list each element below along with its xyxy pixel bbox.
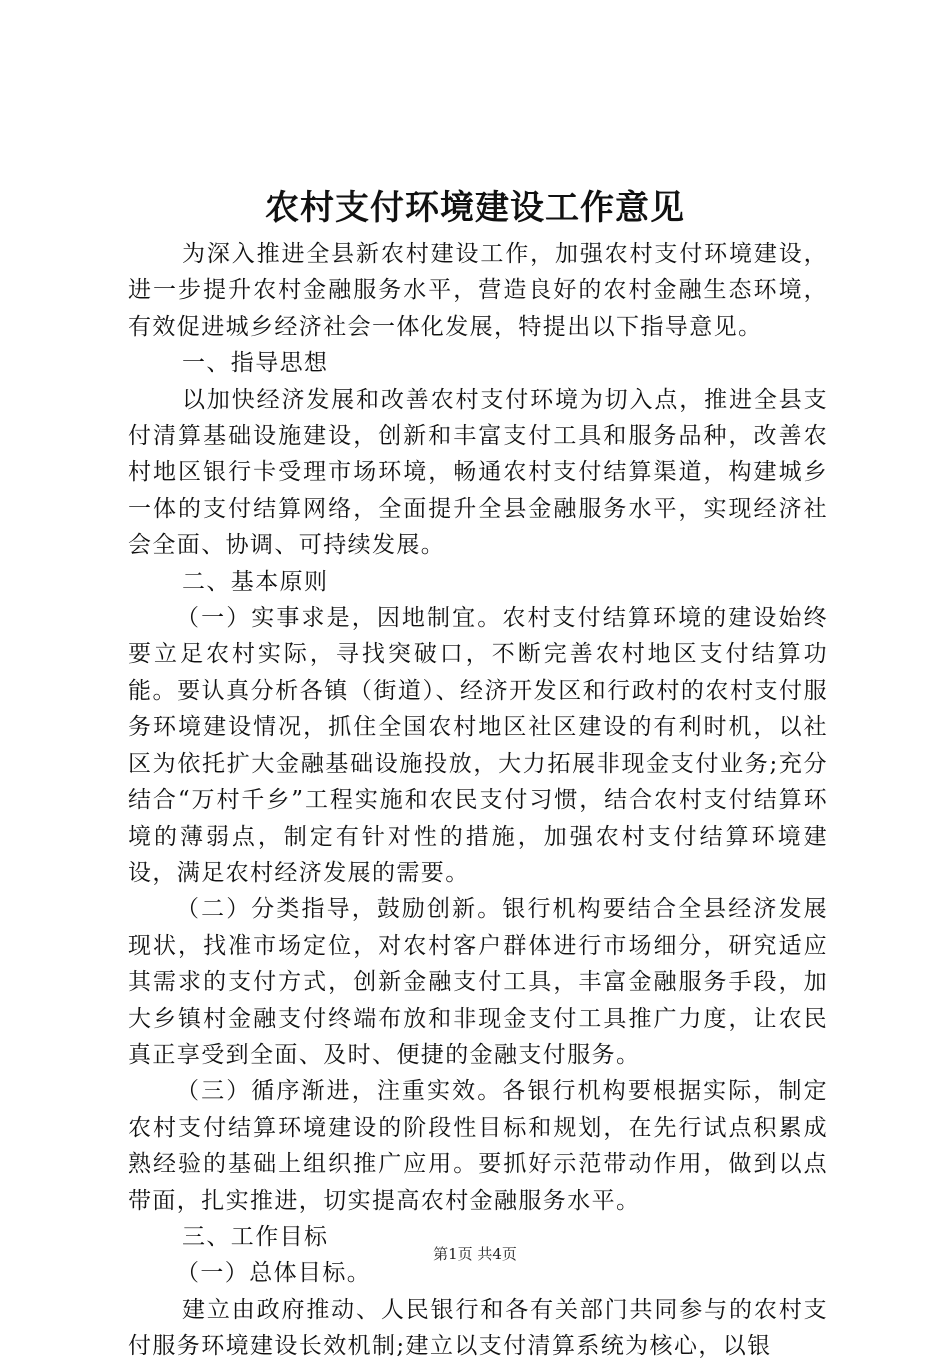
guiding-ideology-paragraph: 以加快经济发展和改善农村支付环境为切入点，推进全县支付清算基础设施建设，创新和丰富支付工具和服务品种，改善农村地区银行卡受理市场环境，畅通农村支付结算渠道，构建城乡一体的支付结算网络，全面提升全县金融服务水平，实现经济社会全面、协调、可持续发展。 (128, 386, 828, 559)
document-title: 农村支付环境建设工作意见 (265, 188, 685, 228)
principle-2-paragraph: （二）分类指导，鼓励创新。银行机构要结合全县经济发展现状，找准市场定位，对农村客户群体进行市场细分，研究适应其需求的支付方式，创新金融支付工具，丰富金融服务手段，加大乡镇村金融支付终端布放和非现金支付工具推广力度，让农民真正享受到全面、及时、便捷的金融支付服务。 (128, 896, 828, 1068)
intro-paragraph: 为深入推进全县新农村建设工作，加强农村支付环境建设，进一步提升农村金融服务水平，营造良好的农村金融生态环境，有效促进城乡经济社会一体化发展，特提出以下指导意见。 (128, 241, 828, 340)
page-footer: 第1页 共4页 (433, 1245, 517, 1263)
subheading-overall-goal: （一）总体目标。 (176, 1260, 372, 1287)
overall-goal-paragraph: 建立由政府推动、人民银行和各有关部门共同参与的农村支付服务环境建设长效机制;建立以支付清算系统为核心，以银 (128, 1296, 828, 1360)
principle-3-paragraph: （三）循序渐进，注重实效。各银行机构要根据实际，制定农村支付结算环境建设的阶段性目标和规划，在先行试点积累成熟经验的基础上组织推广应用。要抓好示范带动作用，做到以点带面，扎实推进，切实提高农村金融服务水平。 (128, 1078, 828, 1214)
section-heading-work-goals: 三、工作目标 (182, 1223, 329, 1250)
section-heading-basic-principles: 二、基本原则 (182, 568, 329, 595)
principle-1-paragraph: （一）实事求是，因地制宜。农村支付结算环境的建设始终要立足农村实际，寻找突破口，不断完善农村地区支付结算功能。要认真分析各镇（街道）、经济开发区和行政村的农村支付服务环境建设情况，抓住全国农村地区社区建设的有利时机，以社区为依托扩大金融基础设施投放，大力拓展非现金支付业务;充分结合“万村千乡”工程实施和农民支付习惯，结合农村支付结算环境的薄弱点，制定有针对性的措施，加强农村支付结算环境建设，满足农村经济发展的需要。 (128, 605, 828, 886)
document-body (128, 236, 828, 1365)
section-heading-guiding-ideology: 一、指导思想 (182, 350, 329, 377)
